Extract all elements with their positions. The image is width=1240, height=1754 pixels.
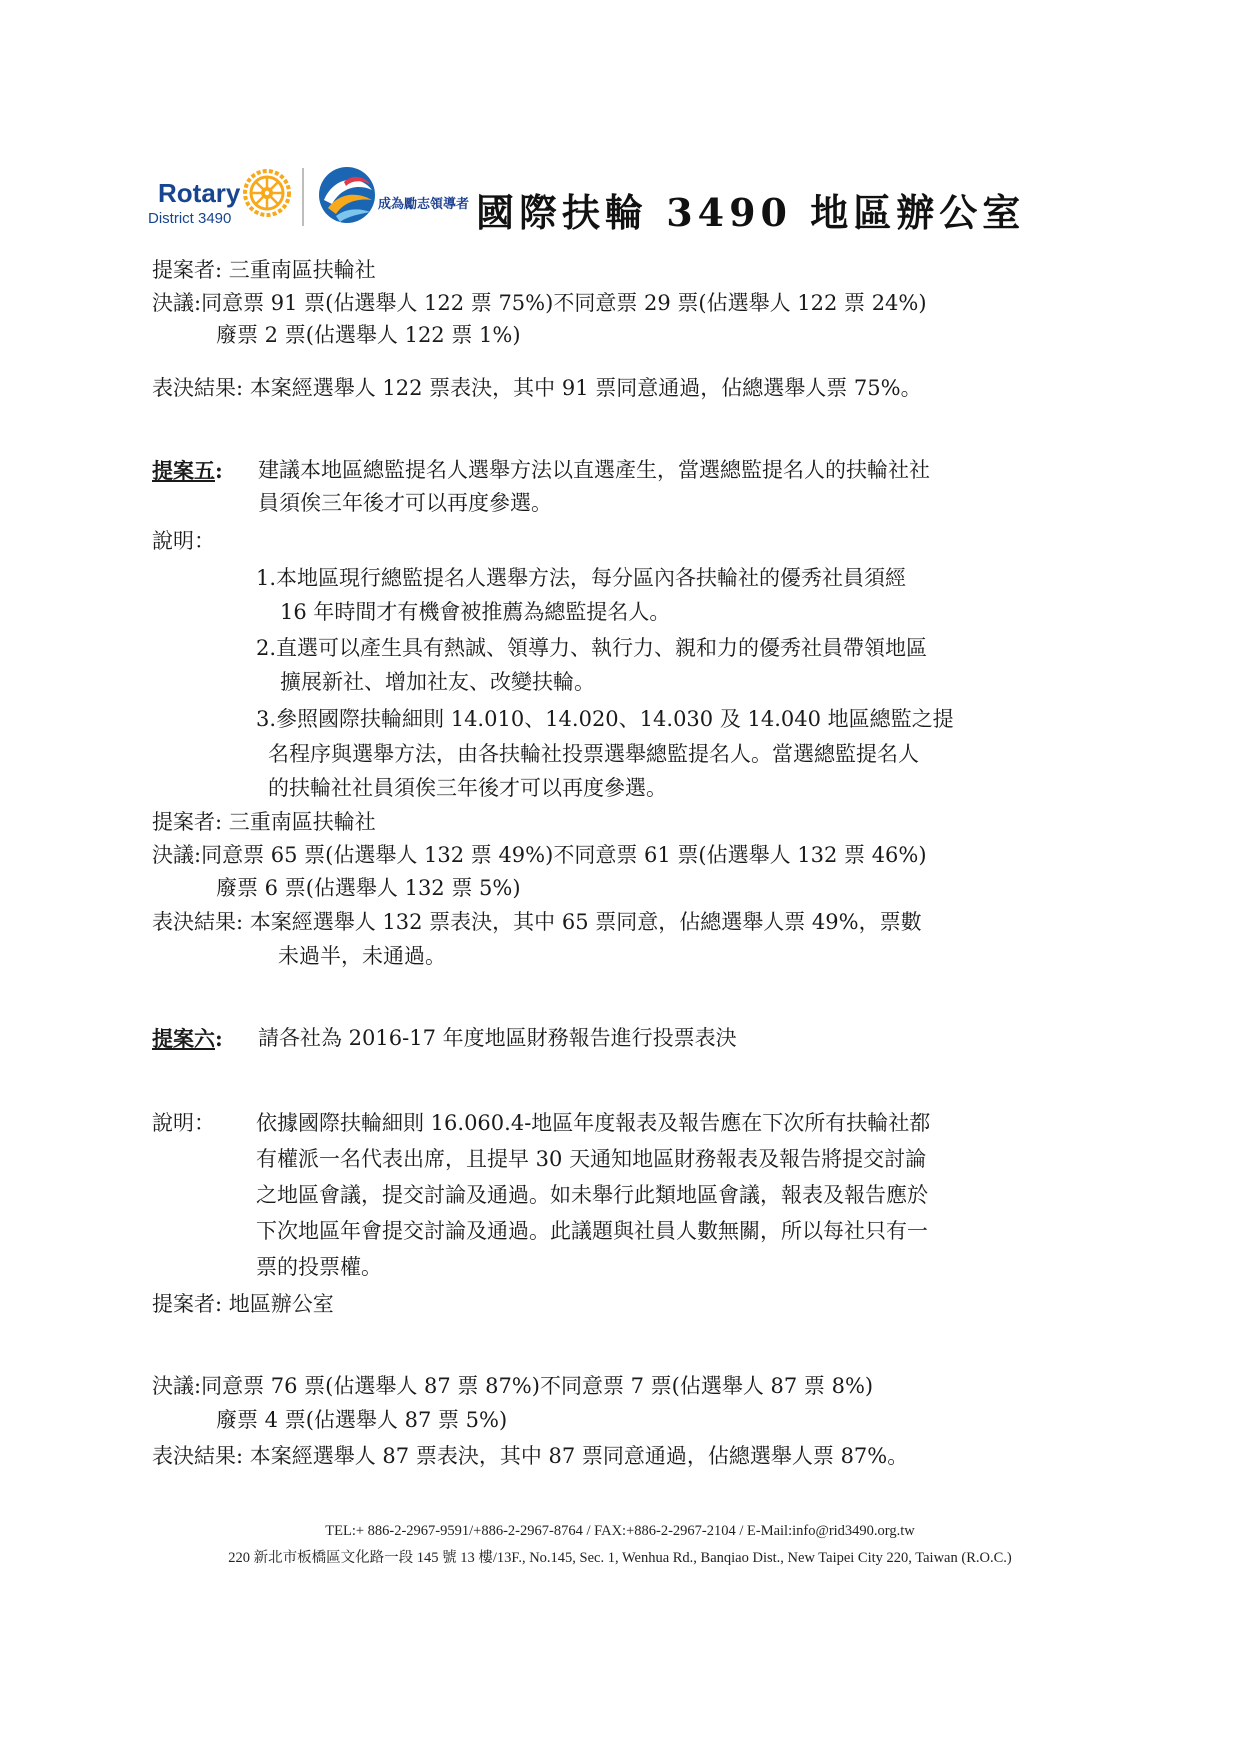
proposal5-item2-line2: 擴展新社、增加社友、改變扶輪。 bbox=[280, 670, 595, 694]
proposal6-resolution-line2: 廢票 4 票(佔選舉人 87 票 5%) bbox=[216, 1408, 508, 1432]
proposal6-result: 表決結果: 本案經選舉人 87 票表決，其中 87 票同意通過，佔總選舉人票 87%。 bbox=[152, 1444, 909, 1468]
proposal5-item3-line2: 名程序與選舉方法，由各扶輪社投票選舉總監提名人。當選總監提名人 bbox=[268, 742, 919, 766]
proposal5-item2-line1: 2.直選可以產生具有熱誠、領導力、執行力、親和力的優秀社員帶領地區 bbox=[256, 636, 928, 660]
proposal6-explain-label: 說明： bbox=[152, 1111, 215, 1135]
proposal6-explain-line1: 依據國際扶輪細則 16.060.4-地區年度報表及報告應在下次所有扶輪社都 bbox=[256, 1111, 931, 1135]
proposal5-result-line1: 表決結果: 本案經選舉人 132 票表決，其中 65 票同意，佔總選舉人票 49%，票數 bbox=[152, 910, 922, 934]
proposal5-title-line1: 建議本地區總監提名人選舉方法以直選產生，當選總監提名人的扶輪社社 bbox=[258, 458, 930, 482]
proposal5-resolution-line1: 決議:同意票 65 票(佔選舉人 132 票 49%)不同意票 61 票(佔選舉人 132 票 46%) bbox=[152, 843, 927, 867]
proposal5-item1-line1: 1.本地區現行總監提名人選舉方法，每分區內各扶輪社的優秀社員須經 bbox=[256, 566, 907, 590]
proposal6-explain-line3: 之地區會議，提交討論及通過。如未舉行此類地區會議，報表及報告應於 bbox=[256, 1183, 928, 1207]
proposal6-explain-line5: 票的投票權。 bbox=[256, 1255, 382, 1279]
proposal6-label: 提案六 bbox=[152, 1026, 215, 1051]
block1-result: 表決結果: 本案經選舉人 122 票表決，其中 91 票同意通過，佔總選舉人票 75%。 bbox=[152, 376, 922, 400]
proposal6-colon: : bbox=[215, 1026, 223, 1051]
block1-proposer: 提案者: 三重南區扶輪社 bbox=[152, 258, 376, 282]
proposal6-resolution-line1: 決議:同意票 76 票(佔選舉人 87 票 87%)不同意票 7 票(佔選舉人 87 票 8%) bbox=[152, 1374, 874, 1398]
proposal5-proposer: 提案者: 三重南區扶輪社 bbox=[152, 810, 376, 834]
block1-resolution-line1: 決議:同意票 91 票(佔選舉人 122 票 75%)不同意票 29 票(佔選舉人 122 票 24%) bbox=[152, 291, 927, 315]
proposal5-title-line2: 員須俟三年後才可以再度參選。 bbox=[258, 491, 552, 515]
letterhead bbox=[146, 160, 1066, 240]
logo-divider bbox=[302, 168, 304, 226]
proposal5-item3-line1: 3.參照國際扶輪細則 14.010、14.020、14.030 及 14.040 地區總監之提 bbox=[256, 707, 954, 731]
footer-address: 220 新北市板橋區文化路一段 145 號 13 樓/13F., No.145, Sec. 1, Wenhua Rd., Banqiao Dist., New Taipei City 220, Taiwan (R.O.C.) bbox=[228, 1550, 1012, 1566]
proposal6-explain-line2: 有權派一名代表出席，且提早 30 天通知地區財務報表及報告將提交討論 bbox=[256, 1147, 927, 1171]
theme-logo-icon bbox=[314, 164, 380, 226]
proposal5-item1-line2: 16 年時間才有機會被推薦為總監提名人。 bbox=[280, 600, 671, 624]
proposal5-result-line2: 未過半，未通過。 bbox=[278, 944, 446, 968]
rotary-wheel-icon bbox=[242, 168, 292, 218]
proposal6-heading bbox=[152, 1028, 223, 1050]
rotary-wordmark: Rotary bbox=[158, 178, 241, 208]
theme-motto: 成為勵志領導者 bbox=[378, 197, 470, 212]
proposal5-resolution-line2: 廢票 6 票(佔選舉人 132 票 5%) bbox=[216, 876, 521, 900]
footer-contact: TEL:+ 886-2-2967-9591/+886-2-2967-8764 / FAX:+886-2-2967-2104 / E-Mail:info@rid3490.org.tw bbox=[325, 1523, 915, 1539]
district-label: District 3490 bbox=[148, 210, 232, 227]
proposal5-explain-label: 說明： bbox=[152, 529, 215, 553]
proposal6-explain-line4: 下次地區年會提交討論及通過。此議題與社員人數無關，所以每社只有一 bbox=[256, 1219, 928, 1243]
proposal5-label: 提案五 bbox=[152, 458, 215, 483]
proposal5-item3-line3: 的扶輪社社員須俟三年後才可以再度參選。 bbox=[268, 776, 667, 800]
block1-resolution-line2: 廢票 2 票(佔選舉人 122 票 1%) bbox=[216, 323, 521, 347]
office-title: 國際扶輪 3490 地區辦公室 bbox=[476, 190, 1026, 235]
proposal6-title: 請各社為 2016-17 年度地區財務報告進行投票表決 bbox=[258, 1026, 737, 1050]
proposal5-colon: : bbox=[215, 458, 223, 483]
proposal5-heading bbox=[152, 460, 223, 482]
proposal6-proposer: 提案者: 地區辦公室 bbox=[152, 1292, 334, 1316]
